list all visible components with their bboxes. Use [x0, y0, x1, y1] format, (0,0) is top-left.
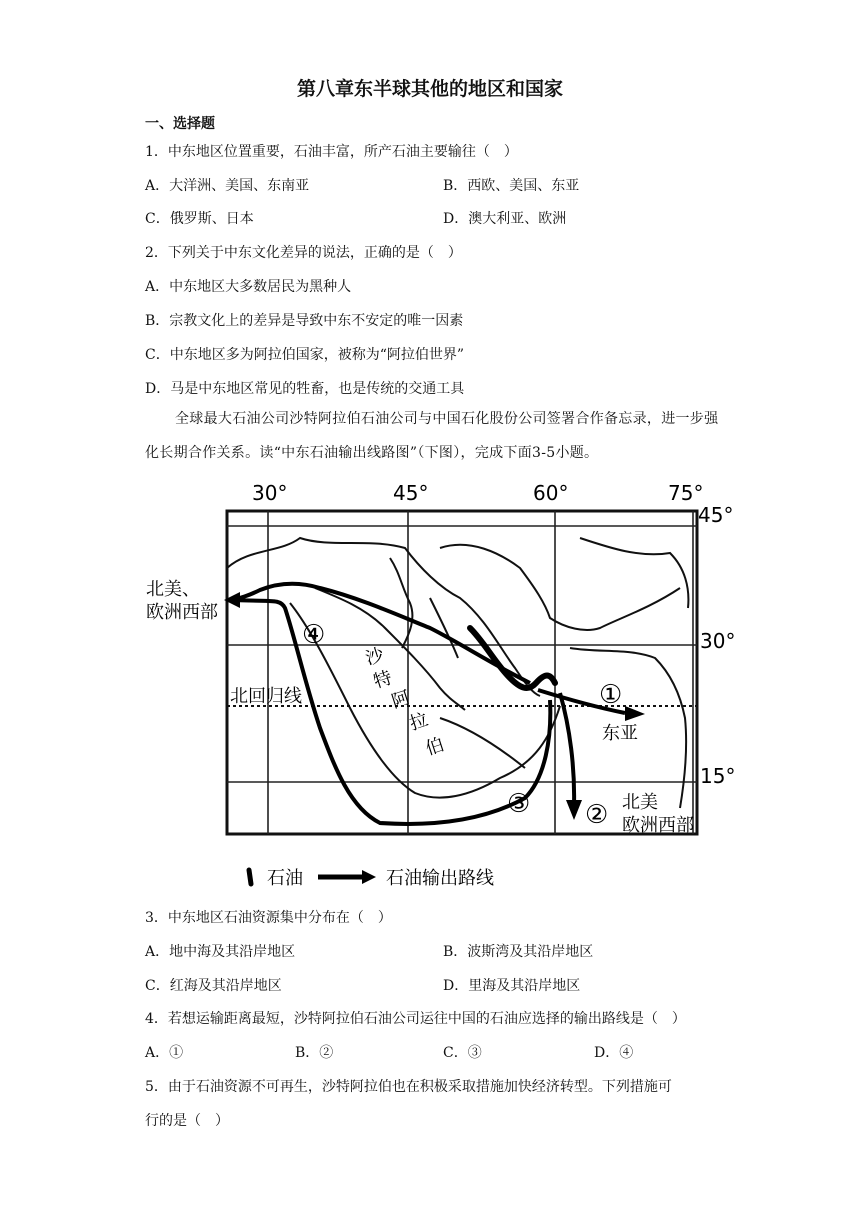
q5-stem-line1: 5．由于石油资源不可再生，沙特阿拉伯也在积极采取措施加快经济转型。下列措施可 [145, 1079, 672, 1095]
lat-label-15: 15° [700, 764, 736, 788]
q1-option-a[interactable]: A．大洋洲、美国、东南亚 [145, 178, 310, 194]
dest-nw-line1: 北美、 [146, 579, 200, 600]
lat-label-30: 30° [700, 629, 736, 653]
legend-route-arrow [362, 870, 376, 884]
reading-passage: 全球最大石油公司沙特阿拉伯石油公司与中国石化股份公司签署合作备忘录，进一步强化长期合作关系。读“中东石油输出线路图”（下图），完成下面3-5小题。 [145, 411, 719, 461]
route-label-1: ① [599, 680, 623, 710]
lon-label-75: 75° [668, 481, 704, 505]
graticule [227, 511, 697, 834]
q5-stem-line2: 行的是（ ） [145, 1113, 229, 1129]
q1-option-b[interactable]: B．西欧、美国、东亚 [443, 178, 580, 194]
map-frame [227, 511, 697, 834]
lat-label-45: 45° [698, 503, 734, 527]
q4-stem: 4．若想运输距离最短，沙特阿拉伯石油公司运往中国的石油应选择的输出路线是（ ） [145, 1011, 686, 1027]
route-label-3: ③ [507, 789, 531, 819]
q2-option-c[interactable]: C．中东地区多为阿拉伯国家，被称为“阿拉伯世界” [145, 347, 465, 363]
coastlines [227, 538, 688, 808]
country-char-5: 伯 [423, 734, 447, 760]
arrow-east [625, 706, 645, 721]
q2-stem: 2．下列关于中东文化差异的说法，正确的是（ ） [145, 245, 462, 261]
route-label-2: ② [585, 800, 609, 830]
q1-option-d[interactable]: D．澳大利亚、欧洲 [443, 211, 567, 227]
arrow-south [566, 800, 582, 820]
tropic-label: 北回归线 [230, 686, 302, 707]
q2-option-a[interactable]: A．中东地区大多数居民为黑种人 [145, 279, 352, 295]
q1-option-c[interactable]: C．俄罗斯、日本 [145, 211, 254, 227]
q4-option-b[interactable]: B．② [295, 1045, 334, 1061]
q3-option-a[interactable]: A．地中海及其沿岸地区 [145, 944, 296, 960]
section-heading: 一、选择题 [145, 116, 215, 132]
country-char-2: 特 [371, 667, 395, 693]
lon-label-45: 45° [393, 481, 429, 505]
q3-option-d[interactable]: D．里海及其沿岸地区 [443, 978, 581, 994]
q2-option-b[interactable]: B．宗教文化上的差异是导致中东不安定的唯一因素 [145, 313, 464, 329]
lon-label-30: 30° [252, 481, 288, 505]
route-label-4: ④ [302, 620, 326, 650]
dest-east-label: 东亚 [602, 723, 638, 744]
legend-route-label: 石油输出路线 [386, 868, 494, 889]
country-char-3: 阿 [389, 687, 413, 713]
page-title: 第八章东半球其他的地区和国家 [296, 78, 563, 100]
dest-nw-line2: 欧洲西部 [146, 602, 218, 623]
q1-stem: 1．中东地区位置重要，石油丰富，所产石油主要输往（ ） [145, 144, 518, 160]
legend-oil-label: 石油 [267, 868, 303, 889]
q4-option-a[interactable]: A．① [145, 1045, 184, 1061]
q4-option-c[interactable]: C．③ [443, 1045, 482, 1061]
q4-option-d[interactable]: D．④ [594, 1045, 634, 1061]
dest-se-line1: 北美 [622, 792, 658, 813]
q3-option-c[interactable]: C．红海及其沿岸地区 [145, 978, 282, 994]
q3-stem: 3．中东地区石油资源集中分布在（ ） [145, 910, 392, 926]
q3-option-b[interactable]: B．波斯湾及其沿岸地区 [443, 944, 594, 960]
dest-se-line2: 欧洲西部 [622, 815, 694, 836]
country-char-1: 沙 [363, 644, 387, 670]
q2-option-d[interactable]: D．马是中东地区常见的牲畜，也是传统的交通工具 [145, 381, 465, 397]
lon-label-60: 60° [533, 481, 569, 505]
country-char-4: 拉 [407, 709, 431, 735]
country-label [363, 644, 447, 760]
legend-oil-symbol [249, 870, 251, 884]
oil-export-route-map [140, 478, 740, 898]
